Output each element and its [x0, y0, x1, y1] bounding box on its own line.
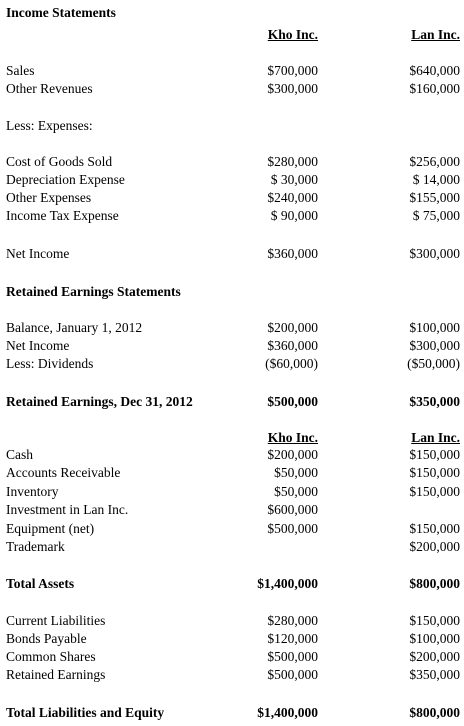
row-sales: [6, 62, 462, 80]
balance-sheet-column-headers-row: [6, 429, 462, 447]
lan-value: $ 14,000: [412, 172, 460, 187]
lan-value: $150,000: [409, 484, 460, 499]
lan-value: $150,000: [409, 521, 460, 536]
row-balance-jan: [6, 319, 462, 337]
row-accounts-receivable: [6, 464, 462, 482]
row-cogs: [6, 153, 462, 171]
kho-value: $500,000: [267, 667, 318, 682]
row-dividends: [6, 355, 462, 373]
kho-value: $280,000: [267, 154, 318, 169]
lan-value: $350,000: [409, 667, 460, 682]
row-re-net-income: [6, 337, 462, 355]
row-label: Depreciation Expense: [6, 172, 125, 187]
row-bonds-payable: [6, 630, 462, 648]
retained-earnings-title: Retained Earnings Statements: [6, 284, 181, 299]
row-label: Sales: [6, 63, 35, 78]
kho-value: $240,000: [267, 190, 318, 205]
row-label: Retained Earnings, Dec 31, 2012: [6, 394, 193, 409]
lan-value: $200,000: [409, 649, 460, 664]
row-label: Other Revenues: [6, 81, 93, 96]
column-headers-row: [6, 26, 462, 44]
kho-value: $600,000: [267, 502, 318, 517]
row-equipment: [6, 520, 462, 538]
kho-value: $360,000: [267, 338, 318, 353]
kho-value: $120,000: [267, 631, 318, 646]
lan-value: $300,000: [409, 246, 460, 261]
lan-value: $200,000: [409, 539, 460, 554]
row-label: Net Income: [6, 246, 70, 261]
kho-value: $1,400,000: [257, 705, 318, 720]
kho-value: $200,000: [267, 447, 318, 462]
row-label: Cash: [6, 447, 33, 462]
kho-value: $50,000: [274, 465, 318, 480]
row-label: Current Liabilities: [6, 613, 106, 628]
kho-value: $500,000: [267, 649, 318, 664]
kho-value: $200,000: [267, 320, 318, 335]
row-label: Investment in Lan Inc.: [6, 502, 129, 517]
column-header-lan: Lan Inc.: [411, 430, 460, 445]
kho-value: $50,000: [274, 484, 318, 499]
lan-value: $800,000: [409, 576, 460, 591]
row-depreciation: [6, 171, 462, 189]
row-label: Total Liabilities and Equity: [6, 705, 165, 720]
lan-value: $100,000: [409, 631, 460, 646]
row-label: Total Assets: [6, 576, 75, 591]
row-label: Less: Dividends: [6, 356, 94, 371]
row-label: Bonds Payable: [6, 631, 87, 646]
kho-value: $360,000: [267, 246, 318, 261]
row-current-liabilities: [6, 612, 462, 630]
lan-value: $150,000: [409, 613, 460, 628]
row-label: Other Expenses: [6, 190, 92, 205]
row-total-assets: [6, 575, 462, 593]
lan-value: $256,000: [409, 154, 460, 169]
row-label: Income Tax Expense: [6, 208, 119, 223]
kho-value: $300,000: [267, 81, 318, 96]
column-header-kho: Kho Inc.: [267, 27, 318, 42]
income-statements-header-row: [6, 4, 462, 22]
lan-value: $155,000: [409, 190, 460, 205]
row-label: Trademark: [6, 539, 65, 554]
kho-value: $500,000: [267, 521, 318, 536]
kho-value: $280,000: [267, 613, 318, 628]
lan-value: ($50,000): [407, 356, 460, 371]
row-retained-earnings: [6, 666, 462, 684]
row-label: Balance, January 1, 2012: [6, 320, 143, 335]
row-label: Cost of Goods Sold: [6, 154, 113, 169]
row-total-liabilities-equity: [6, 704, 462, 722]
row-retained-earnings-ending: [6, 393, 462, 411]
lan-value: $150,000: [409, 447, 460, 462]
row-label: Equipment (net): [6, 521, 95, 536]
row-common-shares: [6, 648, 462, 666]
row-label: Retained Earnings: [6, 667, 106, 682]
kho-value: $700,000: [267, 63, 318, 78]
row-other-expenses: [6, 189, 462, 207]
row-label: Inventory: [6, 484, 59, 499]
row-label: Net Income: [6, 338, 70, 353]
lan-value: $ 75,000: [412, 208, 460, 223]
lan-value: $160,000: [409, 81, 460, 96]
lan-value: $350,000: [409, 394, 460, 409]
lan-value: $300,000: [409, 338, 460, 353]
lan-value: $800,000: [409, 705, 460, 720]
retained-earnings-header-row: [6, 283, 462, 301]
kho-value: $ 90,000: [270, 208, 318, 223]
lan-value: $640,000: [409, 63, 460, 78]
row-cash: [6, 446, 462, 464]
income-statements-title: Income Statements: [6, 5, 116, 20]
lan-value: $100,000: [409, 320, 460, 335]
row-label: Less: Expenses:: [6, 118, 93, 133]
row-net-income: [6, 245, 462, 263]
row-label: Accounts Receivable: [6, 465, 121, 480]
kho-value: $500,000: [267, 394, 318, 409]
row-trademark: [6, 538, 462, 556]
row-label: Common Shares: [6, 649, 96, 664]
kho-value: $ 30,000: [270, 172, 318, 187]
row-less-expenses: [6, 117, 462, 135]
row-investment-in-lan: [6, 501, 462, 519]
column-header-kho: Kho Inc.: [267, 430, 318, 445]
column-header-lan: Lan Inc.: [411, 27, 460, 42]
lan-value: $150,000: [409, 465, 460, 480]
kho-value: ($60,000): [265, 356, 318, 371]
kho-value: $1,400,000: [257, 576, 318, 591]
row-other-revenues: [6, 80, 462, 98]
row-inventory: [6, 483, 462, 501]
row-income-tax: [6, 207, 462, 225]
